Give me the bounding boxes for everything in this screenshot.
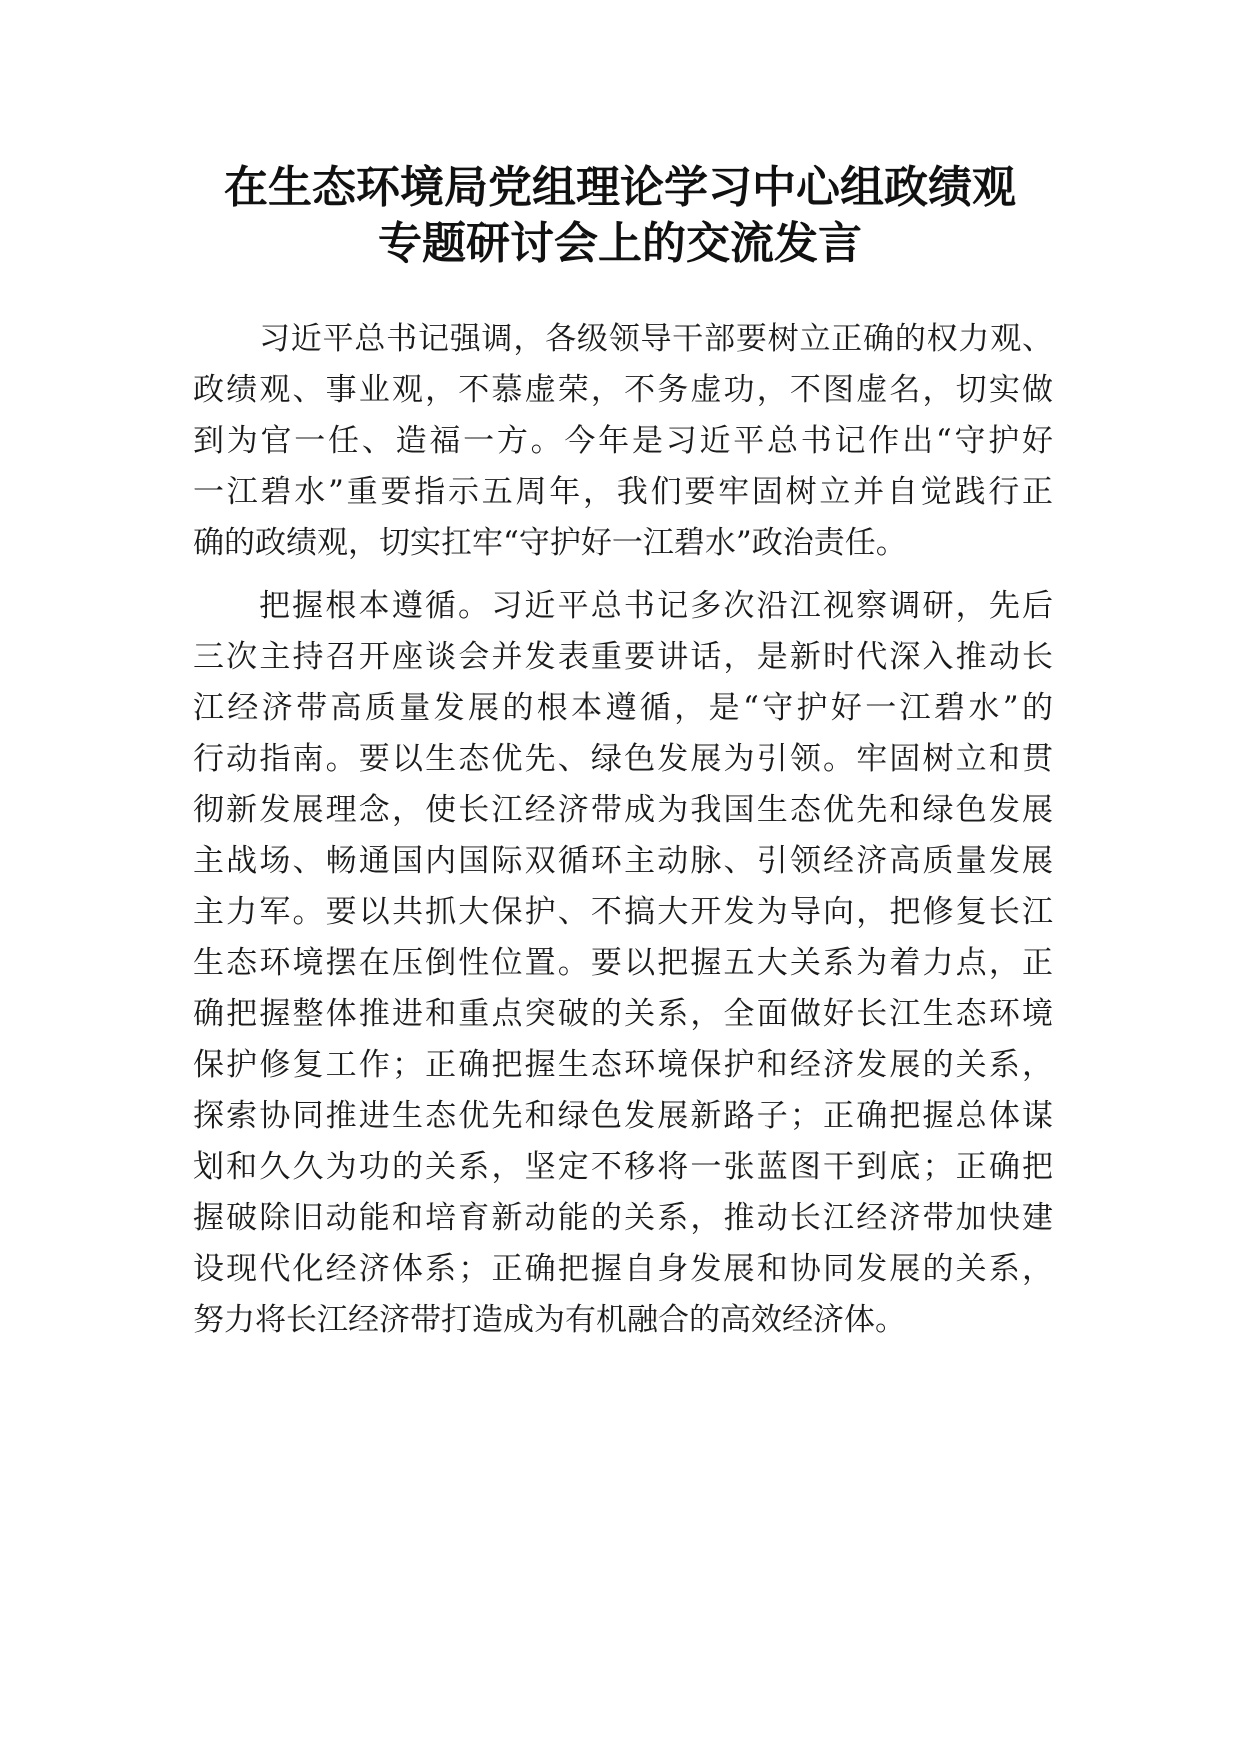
text-line: 习近平总书记强调，各级领导干部要树立正确的权力观、 xyxy=(259,321,1053,357)
text-line: 探索协同推进生态优先和绿色发展新路子；正确把握总体谋 xyxy=(193,1098,1053,1134)
text-line: 努力将长江经济带打造成为有机融合的高效经济体。 xyxy=(193,1302,906,1338)
text-line: 一江碧水”重要指示五周年，我们要牢固树立并自觉践行正 xyxy=(193,474,1053,510)
title-line: 在生态环境局党组理论学习中心组政绩观 xyxy=(224,162,1016,213)
text-line: 握破除旧动能和培育新动能的关系，推动长江经济带加快建 xyxy=(193,1200,1053,1236)
text-line: 三次主持召开座谈会并发表重要讲话，是新时代深入推动长 xyxy=(193,639,1053,675)
text-line: 生态环境摆在压倒性位置。要以把握五大关系为着力点，正 xyxy=(193,945,1053,981)
text-line: 把握根本遵循。习近平总书记多次沿江视察调研，先后 xyxy=(259,588,1053,624)
title-line: 专题研讨会上的交流发言 xyxy=(378,218,862,269)
paragraph-intro xyxy=(193,314,1053,569)
text-line: 行动指南。要以生态优先、绿色发展为引领。牢固树立和贯 xyxy=(193,741,1053,777)
text-line: 保护修复工作；正确把握生态环境保护和经济发展的关系， xyxy=(193,1047,1053,1083)
text-line: 主力军。要以共抓大保护、不搞大开发为导向，把修复长江 xyxy=(193,894,1053,930)
document-title xyxy=(150,160,1090,272)
text-line: 设现代化经济体系；正确把握自身发展和协同发展的关系， xyxy=(193,1251,1053,1287)
text-line: 到为官一任、造福一方。今年是习近平总书记作出“守护好 xyxy=(193,423,1053,459)
text-line: 确的政绩观，切实扛牢“守护好一江碧水”政治责任。 xyxy=(193,525,907,561)
text-line: 政绩观、事业观，不慕虚荣，不务虚功，不图虚名，切实做 xyxy=(193,372,1053,408)
text-line: 确把握整体推进和重点突破的关系，全面做好长江生态环境 xyxy=(193,996,1053,1032)
text-line: 划和久久为功的关系，坚定不移将一张蓝图干到底；正确把 xyxy=(193,1149,1053,1185)
text-line: 彻新发展理念，使长江经济带成为我国生态优先和绿色发展 xyxy=(193,792,1053,828)
paragraph-fundamental-guideline xyxy=(193,581,1053,1346)
document-body xyxy=(193,314,1053,1358)
text-line: 主战场、畅通国内国际双循环主动脉、引领经济高质量发展 xyxy=(193,843,1053,879)
text-line: 江经济带高质量发展的根本遵循，是“守护好一江碧水”的 xyxy=(193,690,1053,726)
